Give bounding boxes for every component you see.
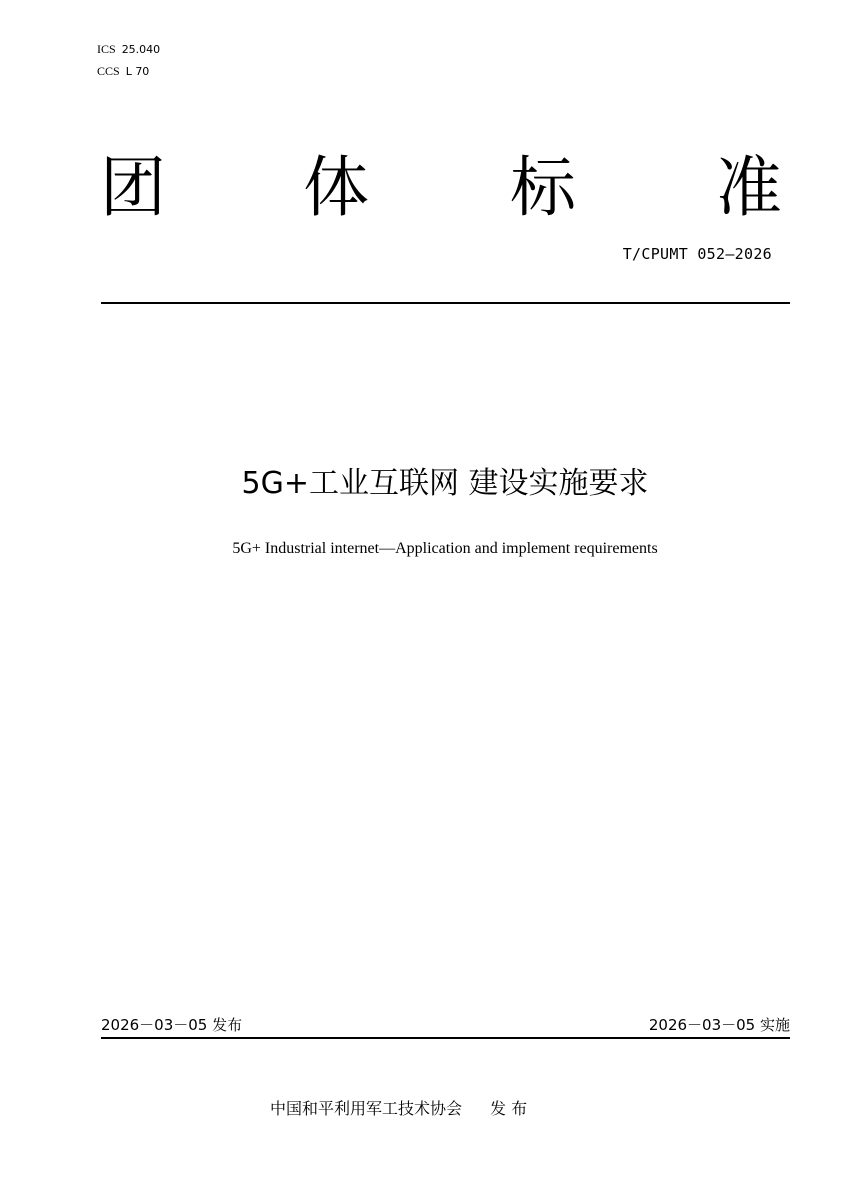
standard-type-char-3: 标: [510, 149, 576, 226]
publisher-action: 发 布: [490, 1099, 528, 1118]
standard-type-char-4: 准: [716, 149, 782, 226]
ccs-value: L 70: [125, 65, 150, 78]
publisher-name: 中国和平利用军工技术协会: [270, 1099, 463, 1118]
ccs-label: CCS: [97, 64, 120, 78]
implement-date: 2026－03－05 实施: [648, 1016, 790, 1034]
top-divider: [101, 302, 790, 304]
ics-label: ICS: [97, 42, 116, 56]
publisher-line: [270, 1098, 527, 1120]
title-english: 5G+ Industrial internet—Application and implement requirements: [232, 540, 658, 557]
standard-type-char-2: 体: [303, 149, 369, 226]
bottom-divider: [101, 1037, 790, 1039]
ccs-code: [97, 64, 149, 79]
standard-type-char-1: 团: [100, 149, 166, 226]
ics-code: [97, 42, 160, 57]
standard-number: T/CPUMT 052—2026: [622, 245, 772, 263]
title-chinese: 5G+工业互联网 建设实施要求: [241, 466, 649, 501]
publish-date: 2026－03－05 发布: [101, 1016, 243, 1034]
ics-value: 25.040: [121, 43, 161, 56]
